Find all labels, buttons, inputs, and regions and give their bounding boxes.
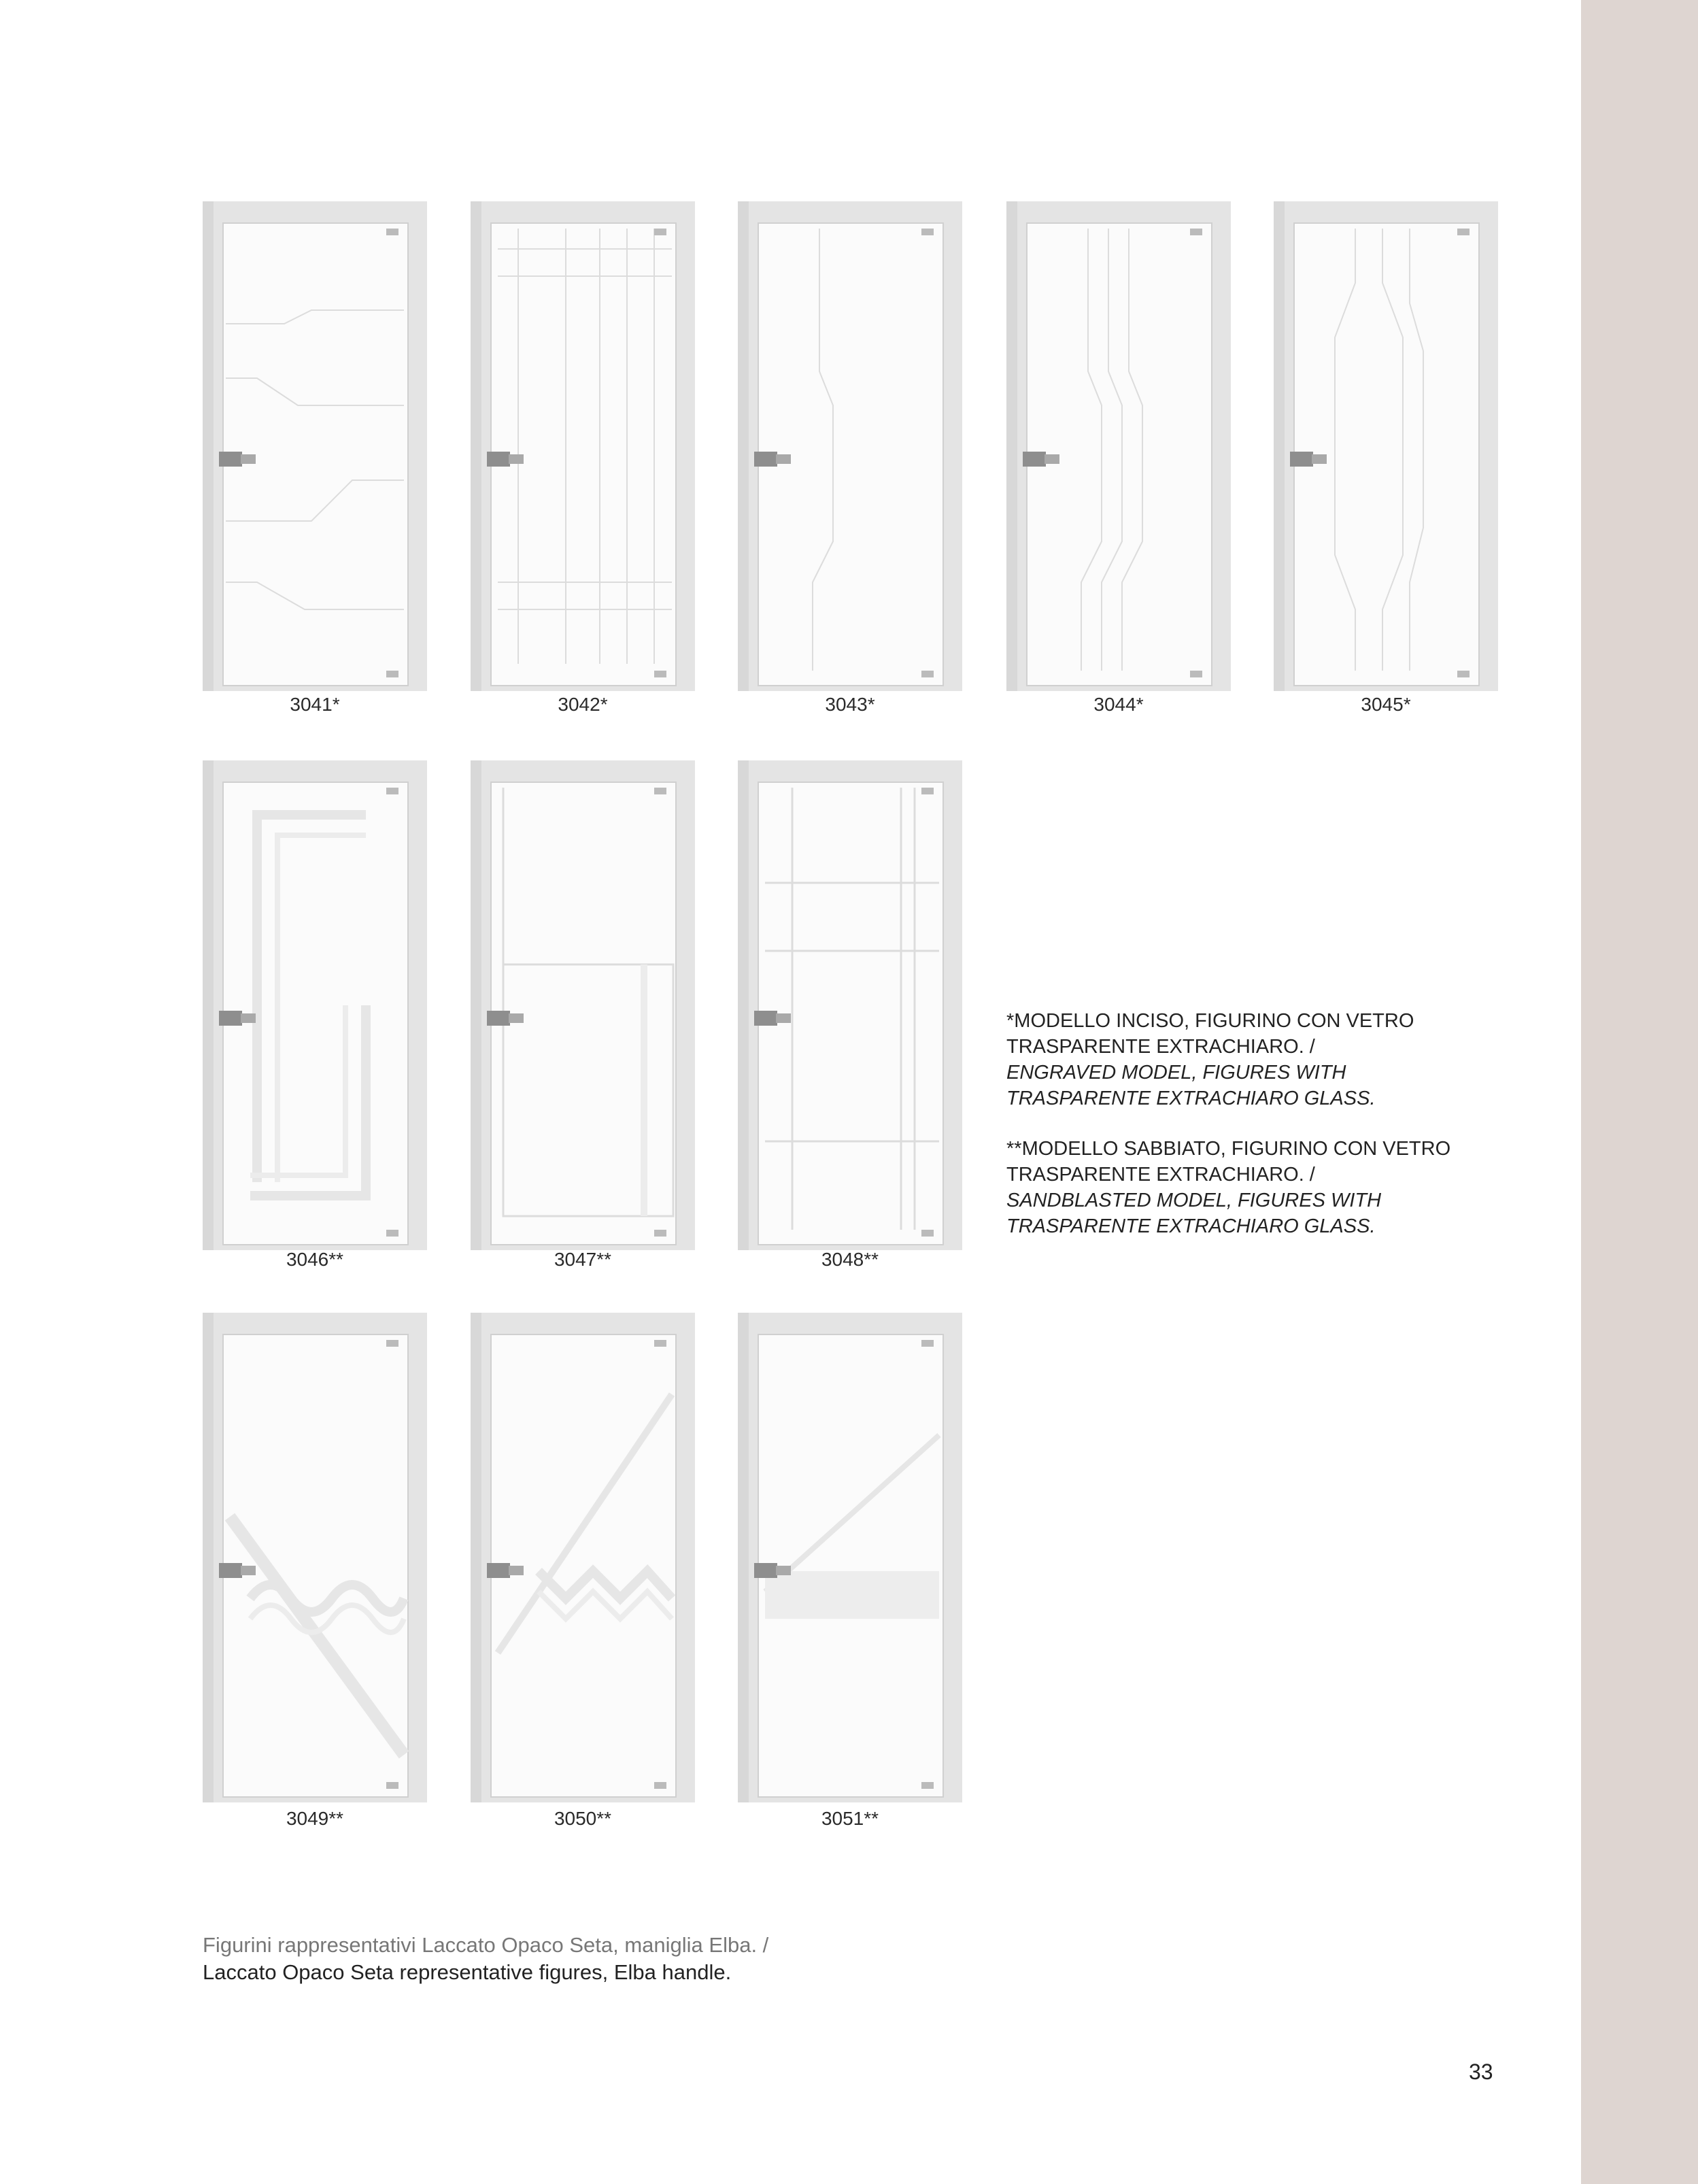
note-sandblasted [1006,1136,1482,1239]
door-illustration [1006,201,1231,691]
door-code-3050: 3050** [554,1808,612,1829]
door-code-3043: 3043* [825,694,875,715]
door-3046 [203,760,427,1250]
door-code-3042: 3042* [558,694,608,715]
door-illustration [203,1313,427,1802]
note-sandblasted-it: **MODELLO SABBIATO, FIGURINO CON VETRO TRASPARENTE EXTRACHIARO. / [1006,1138,1451,1186]
door-illustration [738,760,962,1250]
door-illustration [471,760,695,1250]
door-3050 [471,1313,695,1802]
door-illustration [203,201,427,691]
door-code-3049: 3049** [286,1808,344,1829]
door-code-3048: 3048** [821,1249,879,1270]
door-3049 [203,1313,427,1802]
door-3048 [738,760,962,1250]
note-engraved [1006,1008,1482,1111]
door-illustration [471,201,695,691]
footer-caption-en: Laccato Opaco Seta representative figures, Elba handle. [203,1960,732,1984]
door-code-3046: 3046** [286,1249,344,1270]
door-code-3041: 3041* [290,694,340,715]
legend-notes [1006,1008,1482,1264]
door-illustration [738,201,962,691]
note-engraved-it: *MODELLO INCISO, FIGURINO CON VETRO TRASPARENTE EXTRACHIARO. / [1006,1010,1414,1058]
door-illustration [471,1313,695,1802]
page-side-band [1581,0,1698,2184]
footer-caption [203,1932,1155,1986]
note-engraved-en: ENGRAVED MODEL, FIGURES WITH TRASPARENTE EXTRACHIARO GLASS. [1006,1062,1376,1109]
door-illustration [203,760,427,1250]
door-3045 [1274,201,1498,691]
door-code-3045: 3045* [1361,694,1411,715]
door-code-3051: 3051** [821,1808,879,1829]
note-sandblasted-en: SANDBLASTED MODEL, FIGURES WITH TRASPARENTE EXTRACHIARO GLASS. [1006,1190,1382,1237]
door-3047 [471,760,695,1250]
door-3044 [1006,201,1231,691]
door-code-3044: 3044* [1093,694,1144,715]
door-illustration [738,1313,962,1802]
door-code-3047: 3047** [554,1249,612,1270]
page-number: 33 [1469,2060,1493,2084]
door-3051 [738,1313,962,1802]
door-illustration [1274,201,1498,691]
door-3042 [471,201,695,691]
footer-caption-it: Figurini rappresentativi Laccato Opaco Seta, maniglia Elba. / [203,1933,769,1957]
door-3041 [203,201,427,691]
door-3043 [738,201,962,691]
